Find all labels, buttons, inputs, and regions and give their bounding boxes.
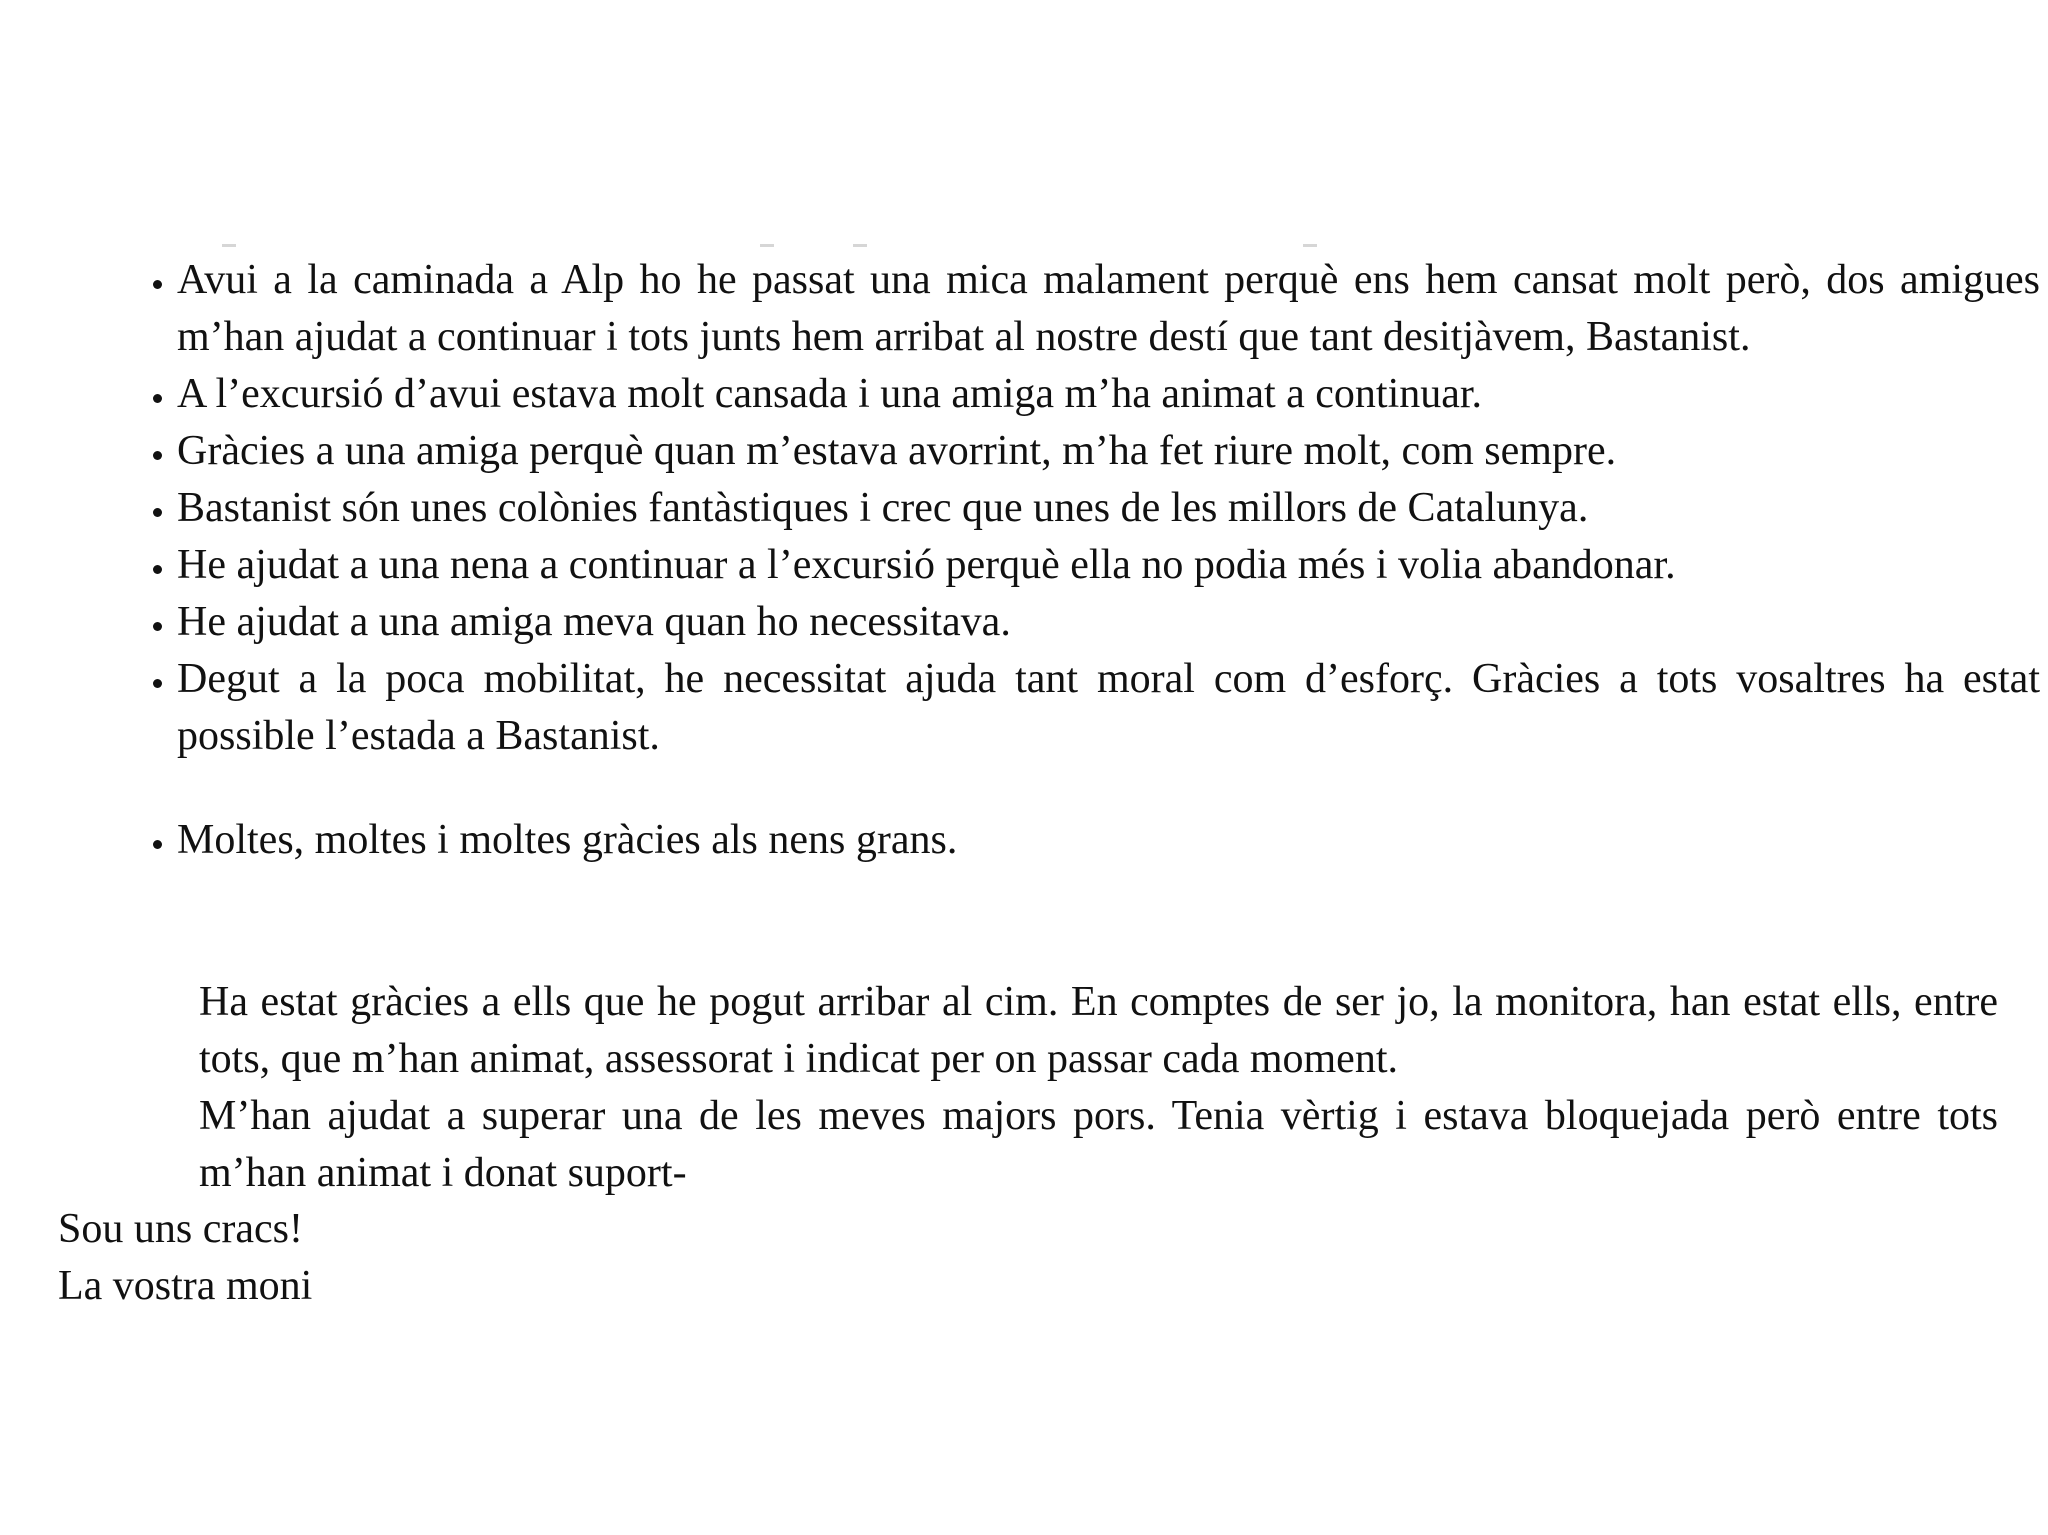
speck bbox=[853, 244, 867, 247]
list-item: • Degut a la poca mobilitat, he necessitat ajuda tant moral com d’esforç. Gràcies a tots vosaltres ha estat possible l’estada a Bastanist. bbox=[177, 651, 2040, 765]
testimonial-list bbox=[135, 252, 2040, 869]
monitor-message bbox=[199, 974, 1998, 1202]
list-item: • A l’excursió d’avui estava molt cansada i una amiga m’ha animat a continuar. bbox=[177, 366, 2040, 423]
cropped-text-remnant bbox=[0, 244, 2048, 248]
list-item: • Bastanist són unes colònies fantàstiques i crec que unes de les millors de Catalunya. bbox=[177, 480, 2040, 537]
message-paragraph: M’han ajudat a superar una de les meves majors pors. Tenia vèrtig i estava bloquejada però entre tots m’han animat i donat suport- bbox=[199, 1093, 1998, 1196]
list-item: • Gràcies a una amiga perquè quan m’estava avorrint, m’ha fet riure molt, com sempre. bbox=[177, 423, 2040, 480]
closing-signature bbox=[58, 1201, 658, 1315]
list-item: • He ajudat a una amiga meva quan ho necessitava. bbox=[177, 594, 2040, 651]
speck bbox=[760, 244, 774, 247]
closing-line: Sou uns cracs! bbox=[58, 1206, 303, 1252]
message-paragraph: Ha estat gràcies a ells que he pogut arribar al cim. En comptes de ser jo, la monitora, han estat ells, entre tots, que m’han animat, assessorat i indicat per on passar cada moment. bbox=[199, 979, 1998, 1082]
list-item: • Moltes, moltes i moltes gràcies als nens grans. bbox=[177, 812, 2040, 869]
speck bbox=[222, 244, 236, 247]
speck bbox=[1303, 244, 1317, 247]
signature-line: La vostra moni bbox=[58, 1263, 313, 1309]
list-item: • Avui a la caminada a Alp ho he passat una mica malament perquè ens hem cansat molt però, dos amigues m’han ajudat a continuar i tots junts hem arribat al nostre destí que tant desitjàvem, Bastanist. bbox=[177, 252, 2040, 366]
list-item: • He ajudat a una nena a continuar a l’excursió perquè ella no podia més i volia abandonar. bbox=[177, 537, 2040, 594]
